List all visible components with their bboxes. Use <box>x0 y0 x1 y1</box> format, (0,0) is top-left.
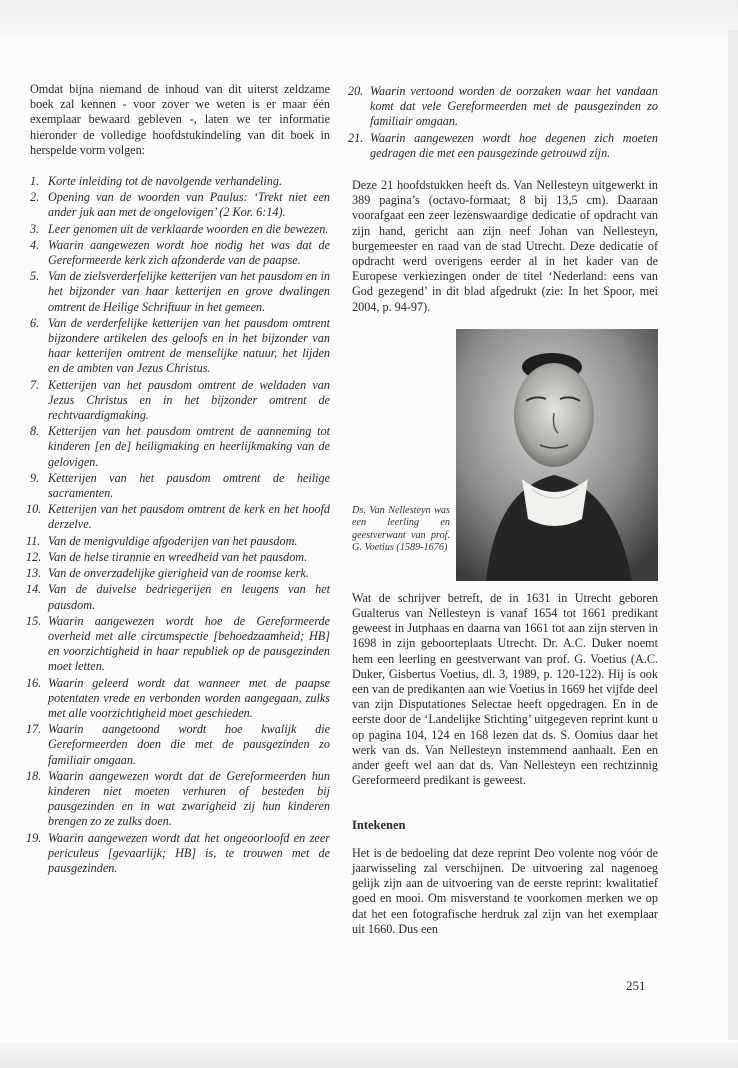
chapter-text: Opening van de woorden van Paulus: ‘Trekt niet een ander juk aan met de ongelovigen’ (2 Kor. 6:14). <box>48 190 330 220</box>
chapter-text: Van de onverzadelijke gierigheid van de roomse kerk. <box>48 566 309 581</box>
body-paragraph: Wat de schrijver betreft, de in 1631 in Utrecht geboren Gualterus van Nellesteyn is vanaf 1654 tot 1661 predikant geweest in Jutphaas en daarna van 1661 tot aan zijn sterven in 1698 in zijn geboorteplaats Utrecht. Dr. A.C. Duker noemt hem een leerling en geestverwant van prof. G. Voetius (A.C. Duker, Gisbertus Voetius, dl. 3, 1989, p. 120-122). Hij is ook een van de predikanten aan wie Voetius in 1669 het vijfde deel van zijn Disputationes Selectae heeft opgedragen. En in de eerste door de ‘Landelijke Stichting’ uitgegeven reprint kunt u op pagina 104, 124 en 168 lezen dat ds. S. Oomius daar het werk van ds. Van Nellesteyn instemmend aanhaalt. Een en ander geeft wel aan dat ds. Van Nellesteyn een rechtzinnig Gereformeerd predikant is geweest. <box>352 590 658 788</box>
chapter-number: 7. <box>30 377 40 392</box>
chapter-text: Waarin aangewezen wordt dat de Gereformeerden hun kinderen niet moeten verhuren of besteden bij pausgezinden en in wat zwarigheid zij hun kinderen brengen zo ze zulks doen. <box>48 768 330 829</box>
chapter-number: 14. <box>26 582 42 597</box>
section-heading: Intekenen <box>352 818 406 833</box>
chapter-item <box>30 238 330 268</box>
chapter-text: Van de zielsverderfelijke ketterijen van het pausdom en in het bijzonder van haar ketterijen en grove dwalingen omtrent de Heilige Schriftuur in het gemeen. <box>48 269 330 314</box>
chapter-text: Waarin vertoond worden de oorzaken waar het vandaan komt dat vele Gereformeerden met de pausgezinden zo familiair omgaan. <box>370 84 658 129</box>
chapter-number: 5. <box>30 269 40 284</box>
chapter-item <box>26 533 330 549</box>
chapter-number: 16. <box>26 675 42 690</box>
chapter-item <box>26 582 330 612</box>
chapter-number: 11. <box>26 533 41 548</box>
chapter-text: Waarin aangewezen wordt hoe de Gereformeerde overheid met alle circumspectie [behoedzaamheid; HB] en voorzichtigheid in haar republiek op de pausgezinden moet letten. <box>48 613 330 674</box>
chapter-number: 2. <box>30 190 40 205</box>
chapter-number: 9. <box>30 470 40 485</box>
page-number: 251 <box>626 978 646 993</box>
chapter-item <box>26 722 330 768</box>
chapter-text: Van de verderfelijke ketterijen van het pausdom omtrent bijzondere artikelen des geloofs en in het bijzonder van haar ketterijen omtrent de menselijke natuur, het lijden en de ambten van Jezus Christus. <box>48 315 330 376</box>
chapter-item <box>30 424 330 470</box>
scan-bottom-edge <box>0 1042 738 1068</box>
chapter-text: Waarin geleerd wordt dat wanneer met de paapse potentaten vrede en verbonden worden aangegaan, zulks met alle voorzichtigheid moet geschieden. <box>48 675 330 720</box>
chapter-item <box>26 566 330 581</box>
chapter-number: 13. <box>26 566 42 581</box>
chapter-text: Waarin aangewezen wordt dat het ongeoorloofd en zeer periculeus [gevaarlijk; HB] is, te trouwen met de pausgezinden. <box>48 830 330 875</box>
chapter-number: 17. <box>26 722 42 737</box>
chapter-text: Ketterijen van het pausdom omtrent de weldaden van Jezus Christus en in het bijzonder omtrent de rechtvaardigmaking. <box>48 377 330 423</box>
chapter-list-right <box>348 84 658 161</box>
chapter-number: 21. <box>348 130 364 145</box>
right-column <box>348 84 658 937</box>
chapter-number: 4. <box>30 237 40 252</box>
chapter-list-left <box>26 174 330 876</box>
chapter-text: Korte inleiding tot de navolgende verhandeling. <box>48 174 283 189</box>
chapter-item <box>26 768 330 830</box>
portrait-figure <box>352 329 658 591</box>
chapter-item <box>348 84 658 130</box>
intro-paragraph: Omdat bijna niemand de inhoud van dit uiterst zeldzame boek zal kennen - voor zover we weten is er maar één exemplaar bewaard gebleven -, laten we ter informatie hieronder de volledige hoofdstukindeling van dit boek in herspelde vorm volgen: <box>30 82 330 157</box>
scan-right-edge <box>728 30 738 1040</box>
chapter-item <box>30 316 330 377</box>
chapter-item <box>26 549 330 565</box>
chapter-number: 3. <box>30 221 40 236</box>
chapter-item <box>30 174 330 189</box>
chapter-item <box>30 222 330 237</box>
portrait-engraving-image <box>456 329 658 581</box>
chapter-number: 1. <box>30 174 40 189</box>
chapter-text: Ketterijen van het pausdom omtrent de aanneming tot kinderen [en de] heiligmaking en heerlijkmaking van de gelovigen. <box>48 424 330 469</box>
chapter-item <box>30 378 330 424</box>
chapter-text: Waarin aangewezen wordt hoe nodig het was dat de Gereformeerde kerk zich afzonderde van de paapse. <box>48 237 330 268</box>
chapter-item <box>26 613 330 675</box>
chapter-item <box>30 471 330 501</box>
chapter-item <box>26 502 330 532</box>
chapter-number: 15. <box>26 613 42 628</box>
chapter-text: Van de helse tirannie en wreedheid van het pausdom. <box>48 549 308 564</box>
chapter-item <box>30 190 330 220</box>
chapter-item <box>26 830 330 877</box>
chapter-number: 18. <box>26 768 42 783</box>
chapter-text: Ketterijen van het pausdom omtrent de heilige sacramenten. <box>48 470 330 501</box>
chapter-number: 20. <box>348 84 364 98</box>
chapter-number: 6. <box>30 315 40 330</box>
chapter-item <box>26 675 330 722</box>
chapter-text: Waarin aangetoond wordt hoe kwalijk die Gereformeerden doen die met de pausgezinden zo familiair omgaan. <box>48 722 330 767</box>
chapter-item <box>348 130 658 161</box>
body-paragraph: Het is de bedoeling dat deze reprint Deo volente nog vóór de jaarwisseling zal verschijnen. De uitvoering zal nagenoeg gelijk zijn aan de uitvoering van de eerste reprint: kwalitatief goed en mooi. Om misverstand te voorkomen merken we op dat het een fotografische herdruk zal zijn van het exemplaar uit 1660. Dus een <box>352 845 658 936</box>
chapter-number: 8. <box>30 424 40 439</box>
portrait-caption: Ds. Van Nellesteyn was een leerling en geestverwant van prof. G. Voetius (1589-1676) <box>352 504 450 554</box>
chapter-number: 19. <box>26 830 42 845</box>
chapter-number: 12. <box>26 549 42 564</box>
chapter-number: 10. <box>26 502 42 517</box>
chapter-text: Waarin aangewezen wordt hoe degenen zich moeten gedragen die met een pausgezinde getrouwd zijn. <box>370 130 658 160</box>
chapter-text: Leer genomen uit de verklaarde woorden en die bewezen. <box>48 221 329 236</box>
chapter-text: Ketterijen van het pausdom omtrent de kerk en het hoofd derzelve. <box>48 502 330 532</box>
body-paragraph: Deze 21 hoofdstukken heeft ds. Van Nellesteyn uitgewerkt in 389 pagina’s (octavo-formaat; 8 bij 13,5 cm). Daaraan voorafgaat een zeer lezenswaardige dedicatie of opdracht van zijn hand, gericht aan zijn neef Johan van Nellesteyn, burgemeester en raad van de stad Utrecht. Deze dedicatie of opdracht werd overigens eerder al in het kader van de Europese verkiezingen onder de titel ‘Nederland: eens van God gezegend’ in dit blad afgedrukt (zie: In het Spoor, mei 2004, p. 94-97). <box>352 178 658 314</box>
chapter-item <box>30 269 330 315</box>
left-column <box>26 82 330 877</box>
scan-top-edge <box>0 0 738 36</box>
chapter-text: Van de menigvuldige afgoderijen van het pausdom. <box>48 533 298 548</box>
chapter-text: Van de duivelse bedriegerijen en leugens van het pausdom. <box>48 582 330 612</box>
